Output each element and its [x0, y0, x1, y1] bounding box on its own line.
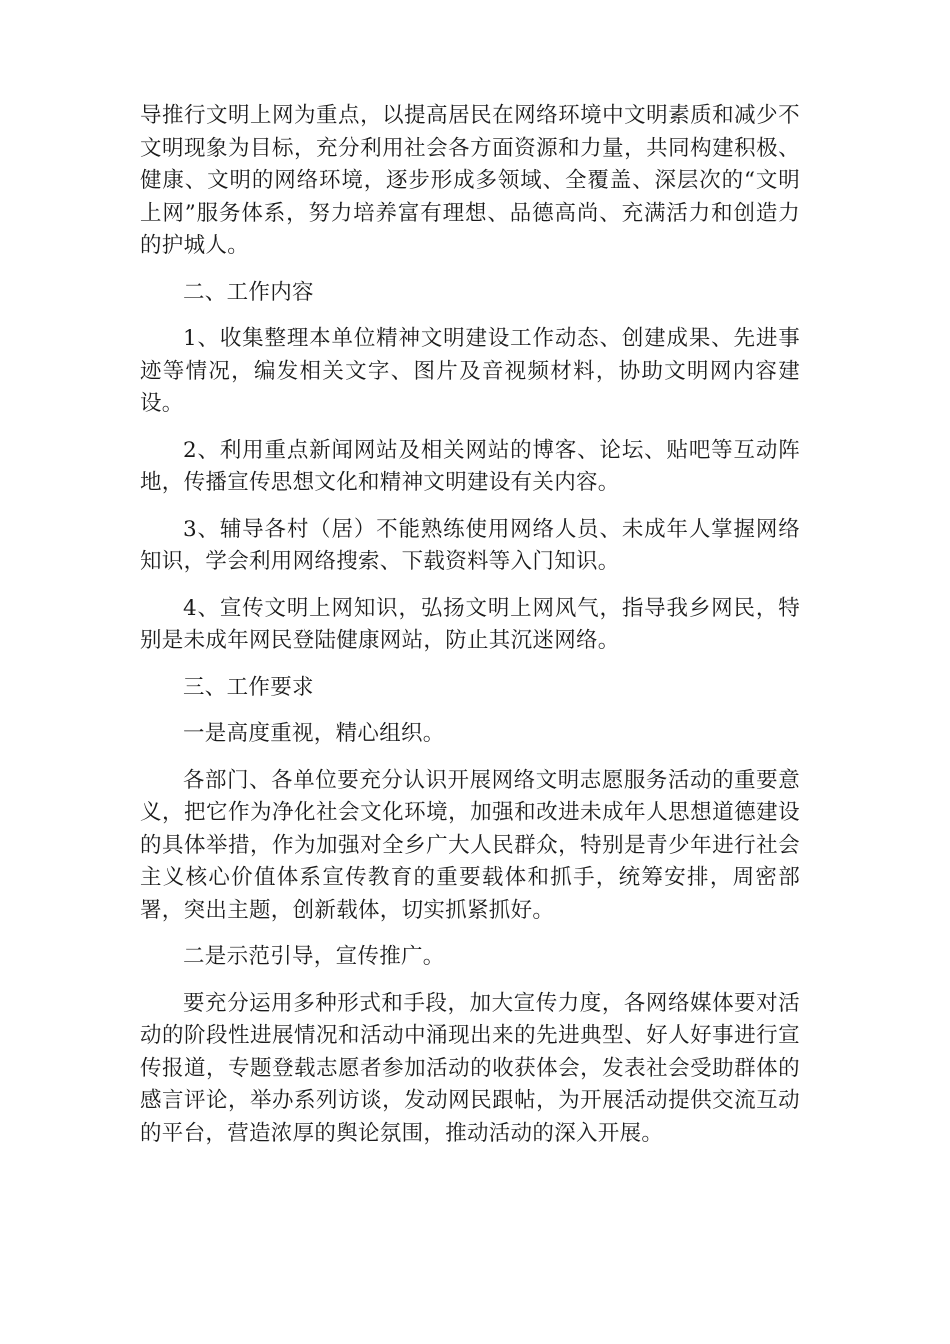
- document-page: [140, 100, 800, 1164]
- heading-work-content: 二、工作内容: [183, 279, 314, 305]
- subheading-requirement-1: 一是高度重视，精心组织。: [183, 721, 445, 746]
- subheading-requirement-2: 二是示范引导，宣传推广。: [183, 944, 445, 969]
- paragraph-intro-continuation: 导推行文明上网为重点，以提高居民在网络环境中文明素质和减少不文明现象为目标，充分利用社会各方面资源和力量，共同构建积极、健康、文明的网络环境，逐步形成多领域、全覆盖、深层次的“文明上网”服务体系，努力培养富有理想、品德高尚、充满活力和创造力的护城人。: [140, 103, 800, 258]
- list-item-4: 4、宣传文明上网知识，弘扬文明上网风气，指导我乡网民，特别是未成年网民登陆健康网站，防止其沉迷网络。: [140, 595, 800, 653]
- list-item-3: 3、辅导各村（居）不能熟练使用网络人员、未成年人掌握网络知识，学会利用网络搜索、下载资料等入门知识。: [140, 516, 800, 574]
- heading-work-requirements: 三、工作要求: [183, 674, 314, 700]
- list-item-1: 1、收集整理本单位精神文明建设工作动态、创建成果、先进事迹等情况，编发相关文字、图片及音视频材料，协助文明网内容建设。: [140, 326, 800, 416]
- list-item-2: 2、利用重点新闻网站及相关网站的博客、论坛、贴吧等互动阵地，传播宣传思想文化和精神文明建设有关内容。: [140, 437, 800, 495]
- paragraph-requirement-2: 要充分运用多种形式和手段，加大宣传力度，各网络媒体要对活动的阶段性进展情况和活动中涌现出来的先进典型、好人好事进行宣传报道，专题登载志愿者参加活动的收获体会，发表社会受助群体的感言评论，举办系列访谈，发动网民跟帖，为开展活动提供交流互动的平台，营造浓厚的舆论氛围，推动活动的深入开展。: [140, 990, 800, 1146]
- paragraph-requirement-1: 各部门、各单位要充分认识开展网络文明志愿服务活动的重要意义，把它作为净化社会文化环境，加强和改进未成年人思想道德建设的具体举措，作为加强对全乡广大人民群众，特别是青少年进行社会主义核心价值体系宣传教育的重要载体和抓手，统筹安排，周密部署，突出主题，创新载体，切实抓紧抓好。: [140, 767, 800, 923]
